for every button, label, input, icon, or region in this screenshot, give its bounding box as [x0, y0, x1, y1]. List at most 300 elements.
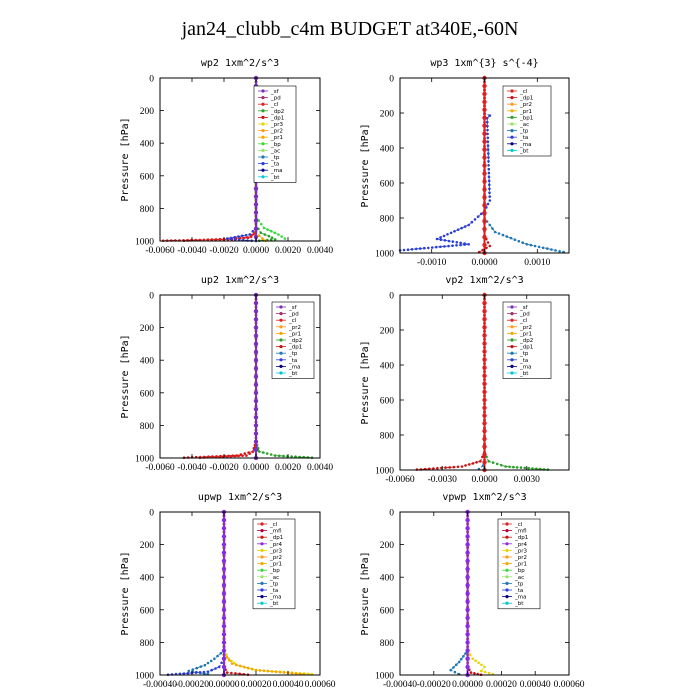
legend-entry: _cl [515, 522, 523, 528]
point-dp1 [244, 452, 247, 455]
point-ta [477, 215, 480, 218]
legend-swatch-marker [510, 305, 513, 308]
series-line-ta [227, 78, 256, 241]
point-ta [467, 243, 470, 246]
point-cl [482, 219, 486, 223]
x-tick-label: 0.00040 [272, 680, 304, 690]
point-pr3 [484, 671, 487, 674]
point-bp [284, 237, 287, 240]
legend-swatch-marker [261, 109, 264, 112]
x-tick-label: -0.00040 [382, 680, 418, 690]
point-pr4 [222, 665, 226, 669]
point-ta [488, 176, 491, 179]
point-pr4 [222, 599, 226, 603]
point-tp [502, 234, 505, 237]
point-ta [439, 236, 442, 239]
legend-entry: _ma [520, 141, 532, 148]
point-pr3 [474, 659, 477, 662]
legend-swatch-marker [260, 549, 263, 552]
point-ta [234, 238, 237, 241]
point-dp2 [504, 465, 507, 468]
point-ta [487, 164, 490, 167]
legend-swatch-marker [261, 103, 264, 106]
legend-entry: _ma [515, 594, 527, 601]
legend-entry: _cl [289, 318, 297, 325]
legend-swatch-marker [260, 575, 263, 578]
legend-swatch-marker [261, 89, 264, 92]
x-tick-label: 0.0030 [513, 475, 540, 485]
legend-entry: _sf [289, 305, 297, 311]
series-line-dp1 [224, 512, 248, 675]
point-dp2 [266, 452, 269, 455]
point-cl [482, 366, 486, 370]
y-tick-label: 1000 [135, 454, 154, 465]
point-ta [489, 114, 492, 117]
point-dp1 [461, 465, 464, 468]
point-tp [196, 667, 199, 670]
point-tp [207, 662, 210, 665]
legend-swatch-marker [261, 129, 264, 132]
y-tick-label: 200 [379, 326, 394, 337]
point-ta [245, 234, 248, 237]
point-pr3 [477, 662, 480, 665]
legend-entry: _pr3 [271, 122, 284, 128]
point-sf [254, 202, 258, 206]
legend-swatch-marker [279, 371, 282, 374]
point-tp [558, 250, 561, 253]
point-sf [254, 186, 258, 190]
point-tp [216, 655, 219, 658]
point-ta [419, 247, 422, 250]
point-cl [252, 451, 255, 454]
legend-entry: _ac [515, 574, 525, 581]
point-dp1 [453, 466, 456, 469]
point-bp [280, 235, 283, 238]
legend-swatch-marker [505, 542, 508, 545]
legend-swatch-marker [260, 595, 263, 598]
point-tp [454, 671, 457, 674]
x-tick-label: -0.0060 [385, 475, 415, 485]
legend-swatch-marker [260, 529, 263, 532]
point-cl [482, 301, 486, 305]
point-ta [464, 225, 467, 228]
point-sf [254, 448, 258, 452]
point-cl [482, 349, 486, 353]
y-tick-label: 1000 [375, 466, 394, 477]
legend-swatch-marker [510, 325, 513, 328]
legend-entry: _pr2 [271, 128, 284, 135]
point-cl [482, 341, 486, 345]
point-pr1 [247, 667, 250, 670]
point-tp [452, 666, 455, 669]
point-cl [482, 382, 486, 386]
point-dp1 [432, 467, 435, 470]
x-tick-label: -0.0040 [177, 246, 207, 256]
point-cl [241, 454, 244, 457]
point-pr4 [465, 526, 469, 530]
point-cl [482, 398, 486, 402]
y-tick-label: 600 [139, 389, 154, 400]
legend-swatch-marker [260, 562, 263, 565]
point-ta [443, 235, 446, 238]
y-tick-label: 0 [149, 291, 154, 302]
point-tp [506, 235, 509, 238]
legend-entry: _tp [515, 581, 524, 588]
y-tick-label: 600 [379, 179, 394, 190]
point-pr4 [465, 583, 469, 587]
point-ta [488, 168, 491, 171]
point-sf [254, 194, 258, 198]
y-tick-label: 400 [379, 144, 394, 155]
legend-entry: _dp2 [289, 338, 303, 344]
point-sf [254, 374, 258, 378]
point-ta [427, 247, 430, 250]
point-cl [246, 236, 249, 239]
x-tick-label: -0.0030 [427, 475, 457, 485]
point-pr3 [483, 666, 486, 669]
legend-swatch-marker [279, 352, 282, 355]
legend-swatch-marker [261, 155, 264, 158]
x-tick-label: -0.00020 [174, 680, 210, 690]
legend-swatch-marker [505, 588, 508, 591]
point-dp2 [500, 464, 503, 467]
point-cl [482, 325, 486, 329]
x-tick-label: -0.00040 [142, 680, 178, 690]
legend-entry: _bt [271, 174, 280, 181]
point-pr4 [222, 648, 226, 652]
point-tp [489, 224, 492, 227]
point-pr4 [465, 632, 469, 636]
point-ta [226, 237, 229, 240]
point-pr4 [465, 657, 469, 661]
point-sf [254, 317, 258, 321]
point-pr4 [465, 648, 469, 652]
legend-entry: _tp [289, 351, 298, 358]
point-pr4 [465, 608, 469, 612]
point-pr4 [465, 665, 469, 669]
point-pr1 [251, 668, 254, 671]
y-axis-label: Pressure [hPa] [360, 551, 371, 636]
legend-swatch-marker [279, 319, 282, 322]
legend-swatch-marker [260, 536, 263, 539]
point-pr1 [271, 670, 274, 673]
point-tp [455, 663, 458, 666]
point-ta [195, 671, 198, 674]
x-tick-label: -0.0060 [145, 463, 175, 473]
point-tp [542, 247, 545, 250]
legend-entry: _ac [520, 122, 530, 128]
point-dp2 [264, 233, 267, 236]
point-cl [482, 413, 486, 417]
point-sf [254, 210, 258, 214]
point-pr4 [222, 640, 226, 644]
point-sf [254, 334, 258, 338]
point-tp [449, 669, 452, 672]
point-pr4 [222, 567, 226, 571]
y-tick-label: 1000 [135, 671, 154, 682]
point-dp2 [527, 467, 530, 470]
legend-entry: _pr1 [270, 561, 283, 568]
legend-entry: _bt [289, 371, 298, 377]
legend-swatch-marker [505, 569, 508, 572]
point-dp2 [531, 467, 534, 470]
point-cl [234, 455, 237, 458]
point-cl [482, 211, 486, 215]
x-tick-label: 0.00020 [485, 680, 517, 690]
x-tick-label: -0.0010 [417, 258, 447, 268]
y-tick-label: 0 [389, 74, 394, 85]
legend-entry: _pr2 [515, 555, 528, 561]
series-line-tp [189, 512, 224, 674]
legend-swatch-marker [510, 109, 513, 112]
point-pr1 [228, 659, 231, 662]
panel-title: upwp 1xm^2/s^3 [197, 492, 283, 503]
legend-entry: _dp1 [515, 535, 529, 542]
x-tick-label: 0.0010 [524, 258, 551, 268]
point-pr4 [465, 551, 469, 555]
panel-title: wp2 1xm^2/s^3 [200, 58, 280, 69]
series-line-cl [200, 295, 256, 458]
legend-entry: _bp1 [520, 115, 534, 122]
legend-entry: _pr2 [270, 555, 283, 561]
point-ta [487, 156, 490, 159]
legend-entry: _bp [271, 141, 281, 148]
point-pr4 [222, 559, 226, 563]
legend-entry: _ta [270, 588, 279, 594]
point-pr1 [243, 666, 246, 669]
point-sf [254, 383, 258, 387]
legend-swatch-marker [505, 529, 508, 532]
x-tick-label: 0.0040 [306, 246, 334, 256]
legend-swatch-marker [510, 136, 513, 139]
x-tick-label: -0.00020 [416, 680, 451, 690]
point-cl [482, 429, 486, 433]
point-ta [489, 199, 492, 202]
y-tick-label: 400 [139, 573, 154, 584]
point-ta [435, 246, 438, 249]
point-ta [450, 232, 453, 235]
point-ta [218, 666, 221, 669]
legend-entry: _bp [515, 568, 525, 575]
panel-title: wp3 1xm^{3} s^{-4} [430, 58, 539, 69]
point-sf [254, 399, 258, 403]
point-tp [204, 664, 207, 667]
legend-entry: _pr3 [515, 548, 528, 555]
legend-swatch-marker [510, 116, 513, 119]
legend-entry: _ma [270, 594, 282, 601]
y-tick-label: 200 [139, 324, 154, 335]
legend-entry: _dp1 [289, 344, 303, 351]
point-ta [220, 662, 223, 665]
series-line-ta [400, 78, 490, 250]
point-cl [482, 227, 486, 231]
series-line-dp1 [184, 295, 256, 458]
legend-entry: _tp [271, 155, 280, 161]
y-tick-label: 0 [389, 291, 394, 302]
point-sf [254, 227, 258, 231]
point-cl [252, 233, 255, 236]
legend-swatch-marker [261, 142, 264, 145]
point-cl [482, 357, 486, 361]
panel-3 [120, 275, 333, 473]
legend-entry: _pr2 [520, 324, 533, 331]
point-cl [482, 243, 486, 247]
x-tick-label: 0.00000 [452, 680, 484, 690]
series-line-pr3 [468, 512, 493, 674]
legend-entry: _sf [520, 305, 528, 311]
point-pr4 [465, 591, 469, 595]
y-tick-label: 600 [379, 606, 394, 617]
point-dp2 [520, 466, 523, 469]
x-tick-label: 0.00060 [553, 680, 585, 690]
point-pr1 [263, 670, 266, 673]
legend-entry: _ac [271, 148, 281, 155]
point-tp [546, 247, 549, 250]
point-dp1 [444, 466, 447, 469]
point-cl [482, 460, 486, 464]
point-tp [220, 652, 223, 655]
point-ta [488, 172, 491, 175]
legend-entry: _bt [520, 148, 529, 155]
legend-entry: _bp [270, 568, 280, 575]
legend-entry: _pr1 [289, 331, 302, 338]
point-cl [482, 317, 486, 321]
point-tp [462, 655, 465, 658]
legend-swatch-marker [510, 142, 513, 145]
point-tp [491, 227, 494, 230]
legend-entry: _dp1 [520, 95, 534, 102]
legend-entry: _ta [520, 357, 529, 364]
point-ta [488, 191, 491, 194]
point-sf [254, 366, 258, 370]
point-ta [453, 230, 456, 233]
point-tp [534, 245, 537, 248]
point-cl [482, 108, 486, 112]
point-ta [471, 221, 474, 224]
point-sf [254, 342, 258, 346]
panel-2 [360, 58, 569, 268]
point-pr4 [465, 518, 469, 522]
legend-entry: _pr4 [270, 541, 283, 548]
point-sf [254, 325, 258, 329]
point-ta [241, 235, 244, 238]
legend-swatch-marker [510, 96, 513, 99]
point-dp1 [457, 466, 460, 469]
point-ta [403, 249, 406, 252]
point-dp2 [492, 461, 495, 464]
legend-entry: _ma [520, 364, 532, 371]
legend-swatch-marker [505, 575, 508, 578]
legend-swatch-marker [279, 338, 282, 341]
point-cl [482, 179, 486, 183]
legend-entry: _bt [515, 601, 524, 608]
point-ta [214, 667, 217, 670]
point-cl [482, 445, 486, 449]
point-bp [263, 227, 266, 230]
point-ta [436, 238, 439, 241]
point-pr4 [222, 551, 226, 555]
legend-swatch-marker [505, 522, 508, 525]
point-pr3 [480, 670, 483, 673]
legend-swatch-marker [279, 358, 282, 361]
point-cl [482, 195, 486, 199]
point-pr4 [222, 616, 226, 620]
y-tick-label: 400 [379, 361, 394, 372]
y-tick-label: 200 [379, 109, 394, 120]
point-ta [488, 188, 491, 191]
point-ta [487, 141, 490, 144]
legend-entry: _pr1 [520, 108, 533, 115]
point-pr4 [222, 657, 226, 661]
y-tick-label: 200 [379, 541, 394, 552]
point-dp2 [258, 450, 261, 453]
legend-entry: _dp1 [271, 115, 285, 122]
point-pr4 [465, 534, 469, 538]
point-dp2 [278, 455, 281, 458]
point-pr1 [235, 663, 238, 666]
legend-entry: _mfl [515, 528, 527, 535]
point-ta [467, 224, 470, 227]
point-sf [254, 301, 258, 305]
point-sf [254, 440, 258, 444]
legend-entry: _pd [289, 311, 299, 318]
point-ta [233, 236, 236, 239]
point-dp2 [274, 454, 277, 457]
point-dp1 [230, 672, 233, 675]
legend-entry: _dp2 [271, 108, 285, 115]
point-cl [248, 452, 251, 455]
point-ta [183, 672, 186, 675]
panel-title: vp2 1xm^2/s^3 [445, 275, 524, 286]
plot-frame [160, 512, 320, 675]
point-dp2 [487, 460, 490, 463]
y-axis-label: Pressure [hPa] [120, 334, 131, 419]
point-tp [188, 670, 191, 673]
legend-swatch-marker [260, 588, 263, 591]
legend-swatch-marker [510, 89, 513, 92]
point-pr3 [488, 672, 491, 675]
point-bp [277, 233, 280, 236]
legend-entry: _cl [271, 102, 279, 109]
legend-entry: _pr2 [520, 102, 533, 109]
point-ta [237, 235, 240, 238]
point-ta [452, 240, 455, 243]
point-bp [274, 232, 277, 235]
point-dp2 [516, 466, 519, 469]
series-line-cl [163, 78, 256, 241]
point-tp [200, 665, 203, 668]
point-pr1 [291, 672, 294, 675]
legend-swatch-marker [260, 555, 263, 558]
point-cl [237, 455, 240, 458]
legend-entry: _sf [271, 89, 279, 95]
legend-swatch-marker [261, 175, 264, 178]
point-cl [482, 147, 486, 151]
point-tp [464, 652, 467, 655]
y-tick-label: 800 [139, 204, 154, 215]
point-tp [550, 248, 553, 251]
point-ta [431, 246, 434, 249]
point-ta [487, 148, 490, 151]
point-dp2 [282, 455, 285, 458]
legend-entry: _pr1 [271, 135, 284, 142]
point-ta [230, 238, 233, 241]
legend-swatch-marker [261, 122, 264, 125]
point-ta [456, 241, 459, 244]
y-axis-label: Pressure [hPa] [120, 117, 131, 202]
point-dp1 [472, 462, 475, 465]
point-ta [487, 152, 490, 155]
